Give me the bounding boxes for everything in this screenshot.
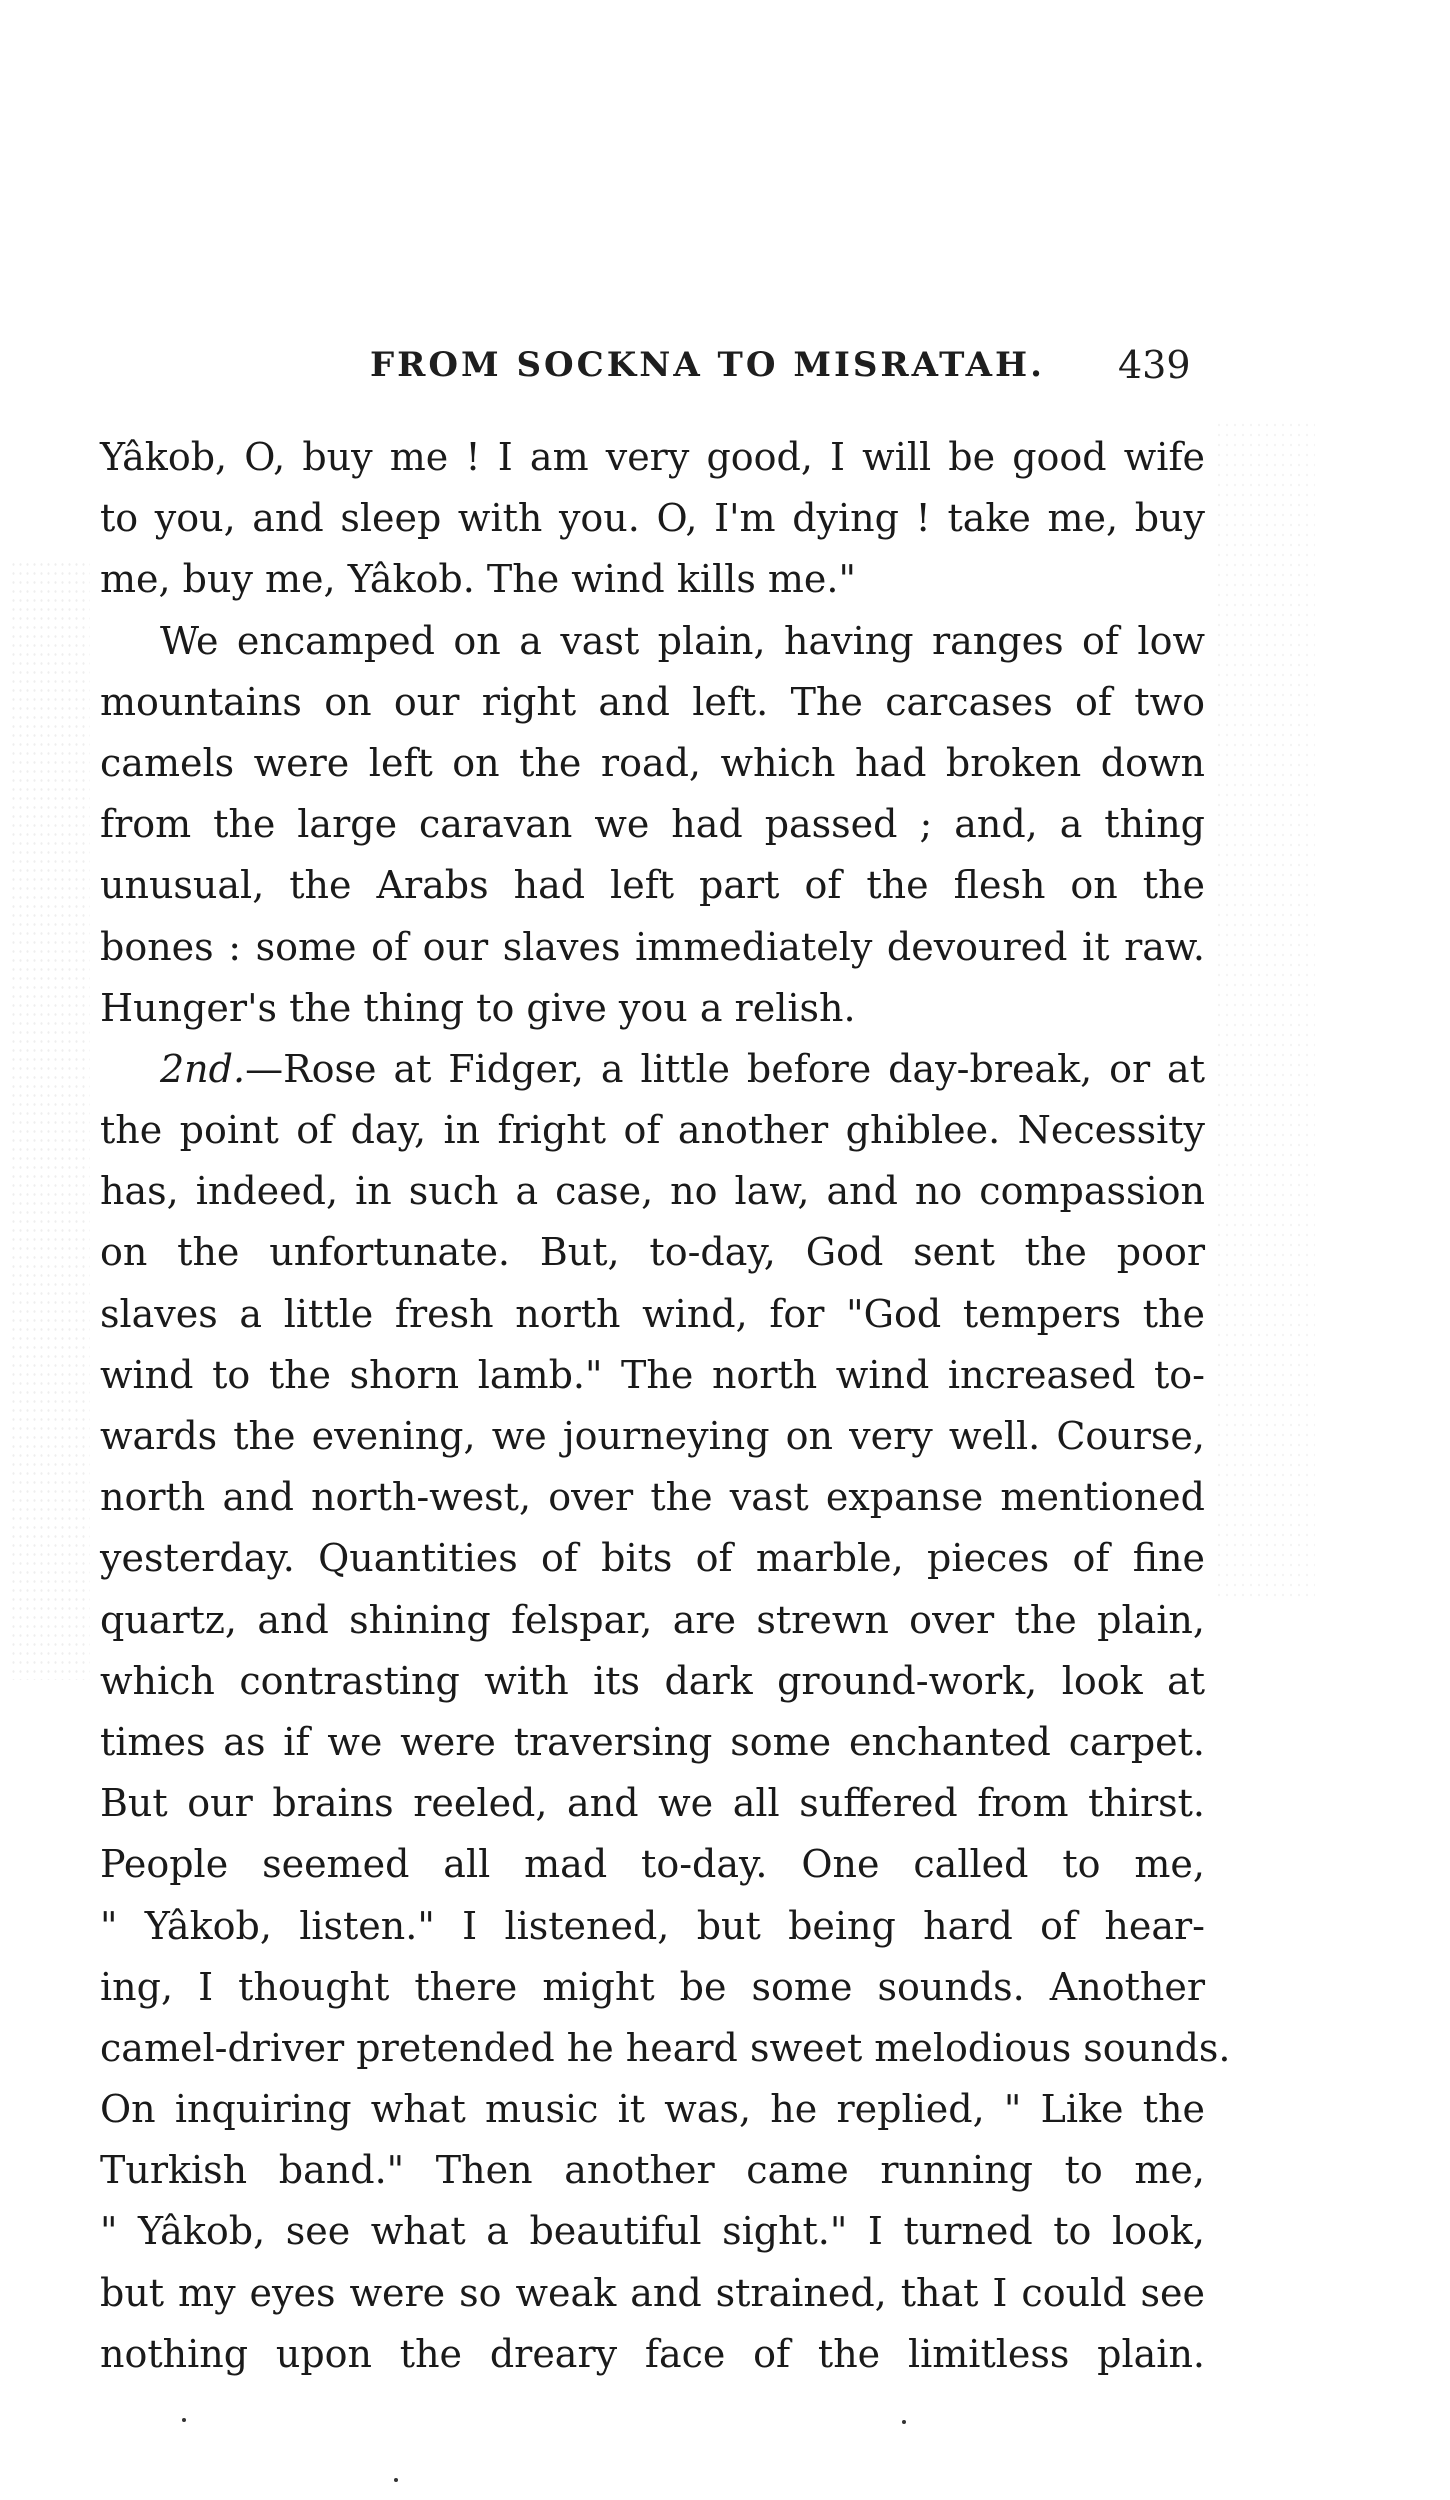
- text-line: " Yâkob, listen." I listened, but being hard of hear-: [100, 1903, 1205, 1948]
- print-speck: [394, 2478, 398, 2482]
- print-speck: [902, 2420, 906, 2424]
- margin-show-through: [1215, 420, 1315, 1600]
- text-line: me, buy me, Yâkob. The wind kills me.": [100, 557, 856, 602]
- text-line: but my eyes were so weak and strained, that I could see: [100, 2270, 1205, 2315]
- print-speck: [182, 2418, 186, 2422]
- text-line: which contrasting with its dark ground-work, look at: [100, 1658, 1205, 1703]
- text-line: camels were left on the road, which had broken down: [100, 740, 1205, 785]
- text-line: ing, I thought there might be some sounds. Another: [100, 1964, 1205, 2009]
- text-line: wards the evening, we journeying on very well. Course,: [100, 1414, 1205, 1458]
- text-line: Hunger's the thing to give you a relish.: [100, 985, 856, 1030]
- text-line: On inquiring what music it was, he replied, " Like the: [100, 2087, 1205, 2132]
- running-head: FROM SOCKNA TO MISRATAH.: [370, 345, 1045, 385]
- text-line: mountains on our right and left. The carcases of two: [100, 679, 1205, 724]
- page-number: 439: [1118, 343, 1191, 387]
- margin-show-through: [10, 560, 90, 1680]
- text-line: Yâkob, O, buy me ! I am very good, I will be good wife: [100, 435, 1205, 479]
- text-line: camel-driver pretended he heard sweet melodious sounds.: [100, 2025, 1231, 2070]
- text-line: nothing upon the dreary face of the limitless plain.: [100, 2331, 1205, 2376]
- text-line: Turkish band." Then another came running to me,: [100, 2148, 1205, 2193]
- text-line: from the large caravan we had passed ; and, a thing: [100, 802, 1205, 847]
- text-line: times as if we were traversing some enchanted carpet.: [100, 1719, 1205, 1764]
- text-line: unusual, the Arabs had left part of the flesh on the: [100, 863, 1205, 908]
- text-line: slaves a little fresh north wind, for "God tempers the: [100, 1291, 1205, 1336]
- text-line: north and north-west, over the vast expanse mentioned: [100, 1475, 1205, 1520]
- text-line: the point of day, in fright of another ghiblee. Necessity: [100, 1108, 1205, 1153]
- text-line: has, indeed, in such a case, no law, and no compassion: [100, 1169, 1205, 1214]
- page-header: [0, 335, 1450, 395]
- text-line: —Rose at Fidger, a little before day-break, or at: [245, 1046, 1205, 1091]
- text-line: People seemed all mad to-day. One called to me,: [100, 1842, 1205, 1887]
- text-line-dated: [100, 1039, 1205, 1100]
- text-line: yesterday. Quantities of bits of marble, pieces of fine: [100, 1536, 1205, 1581]
- text-line: But our brains reeled, and we all suffered from thirst.: [100, 1781, 1205, 1826]
- text-line: bones : some of our slaves immediately devoured it raw.: [100, 924, 1205, 969]
- text-line: on the unfortunate. But, to-day, God sent the poor: [100, 1230, 1205, 1275]
- text-line: wind to the shorn lamb." The north wind increased to-: [100, 1352, 1205, 1397]
- date-label: 2nd.: [160, 1046, 246, 1091]
- text-line: " Yâkob, see what a beautiful sight." I turned to look,: [100, 2209, 1205, 2254]
- text-line: to you, and sleep with you. O, I'm dying ! take me, buy: [100, 496, 1205, 541]
- text-line: We encamped on a vast plain, having ranges of low: [160, 618, 1205, 663]
- text-line: quartz, and shining felspar, are strewn over the plain,: [100, 1597, 1205, 1642]
- body-text: [100, 427, 1231, 2385]
